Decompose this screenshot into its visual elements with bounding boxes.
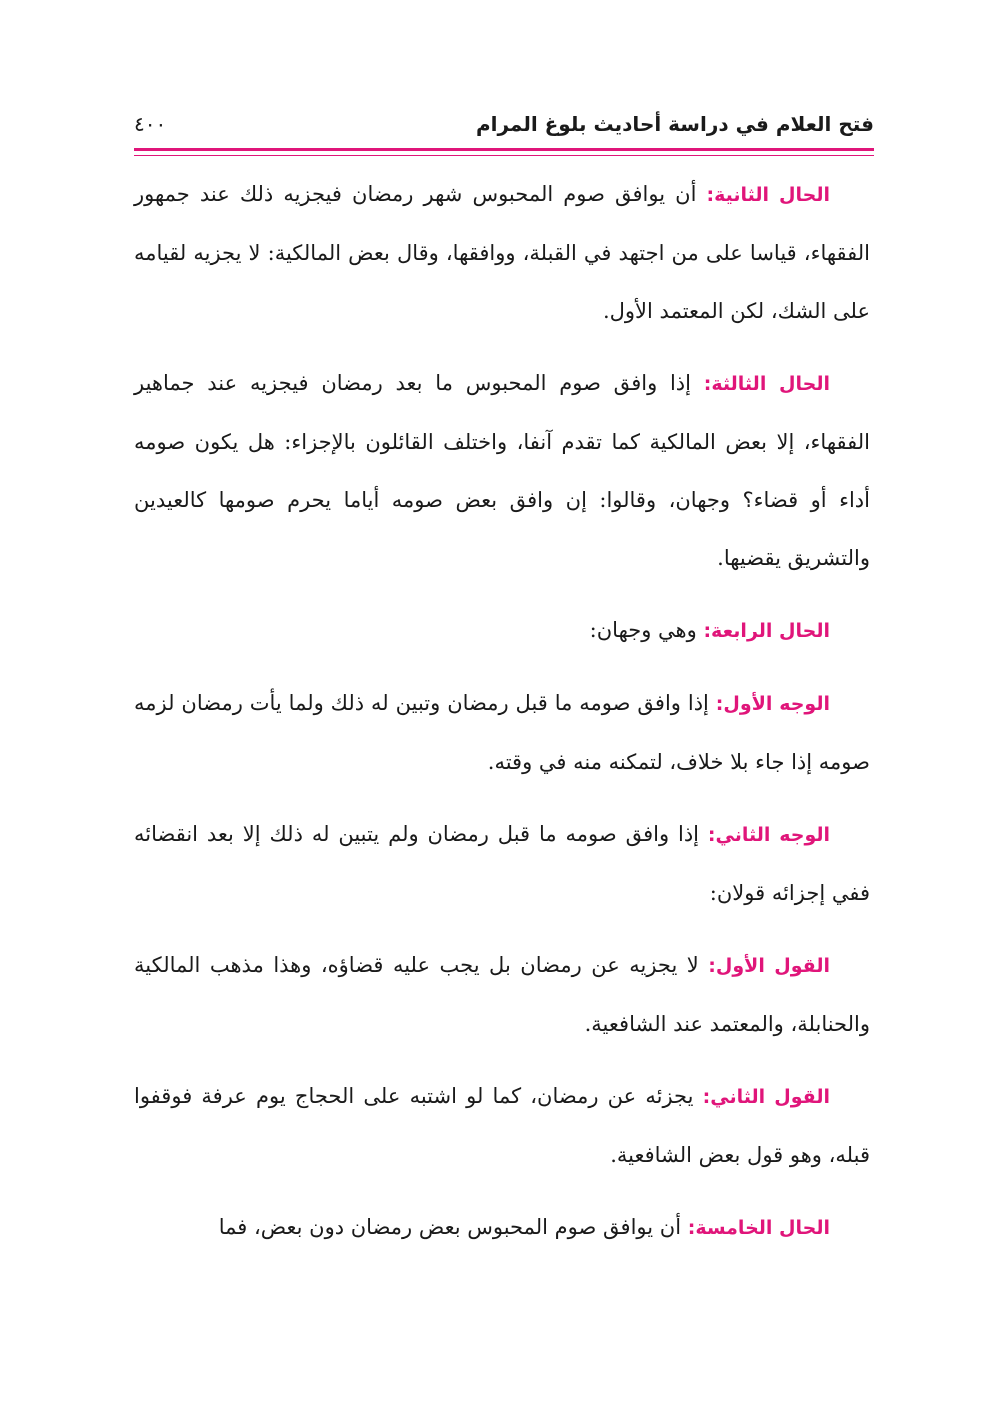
paragraph-first-opinion [134, 936, 870, 1053]
book-title: فتح العلام في دراسة أحاديث بلوغ المرام [475, 112, 874, 136]
paragraph-fourth-case [134, 601, 870, 660]
page-number: ٤٠٠ [134, 112, 167, 136]
paragraph-first-aspect [134, 674, 870, 791]
header-rule-thick [134, 148, 874, 151]
paragraph-label: الوجه الأول: [715, 693, 830, 715]
paragraph-text: أن يوافق صوم المحبوس شهر رمضان فيجزيه ذلك عند جمهور الفقهاء، قياسا على من اجتهد في القبلة، ووافقها، وقال بعض المالكية: لا يجزيه لقيامه على الشك، لكن المعتمد الأول. [134, 182, 870, 323]
paragraph-label: القول الأول: [708, 955, 830, 977]
paragraph-second-opinion [134, 1067, 870, 1184]
paragraph-text: يجزئه عن رمضان، كما لو اشتبه على الحجاج يوم عرفة فوقفوا قبله، وهو قول بعض الشافعية. [134, 1084, 870, 1167]
paragraph-text: إذا وافق صومه ما قبل رمضان ولم يتبين له ذلك إلا بعد انقضائه ففي إجزائه قولان: [134, 822, 870, 905]
running-header [134, 112, 874, 146]
paragraph-second-aspect [134, 805, 870, 922]
paragraph-text: إذا وافق صوم المحبوس ما بعد رمضان فيجزيه عند جماهير الفقهاء، إلا بعض المالكية كما تقدم آنفا، واختلف القائلون بالإجزاء: هل يكون صومه أداء أو قضاء؟ وجهان، وقالوا: إن وافق بعض صومه أياما يحرم صومها كالعيدين والتشريق يقضيها. [134, 371, 870, 570]
header-rule-thin [134, 155, 874, 156]
paragraph-label: الحال الرابعة: [703, 620, 830, 642]
paragraph-text: أن يوافق صوم المحبوس بعض رمضان دون بعض، فما [218, 1215, 688, 1239]
paragraph-text: وهي وجهان: [589, 618, 704, 642]
paragraph-fifth-case [134, 1198, 870, 1257]
paragraph-label: الحال الثالثة: [703, 373, 830, 395]
paragraph-label: الوجه الثاني: [707, 824, 830, 846]
paragraph-second-case [134, 165, 870, 340]
paragraph-label: القول الثاني: [702, 1086, 830, 1108]
paragraph-label: الحال الثانية: [706, 184, 830, 206]
paragraph-third-case [134, 354, 870, 587]
paragraph-text: لا يجزيه عن رمضان بل يجب عليه قضاؤه، وهذا مذهب المالكية والحنابلة، والمعتمد عند الشافعية. [134, 953, 870, 1036]
paragraph-label: الحال الخامسة: [687, 1217, 830, 1239]
paragraph-text: إذا وافق صومه ما قبل رمضان وتبين له ذلك ولما يأت رمضان لزمه صومه إذا جاء بلا خلاف، لتمكنه منه في وقته. [134, 691, 870, 774]
page-body [134, 165, 870, 1271]
